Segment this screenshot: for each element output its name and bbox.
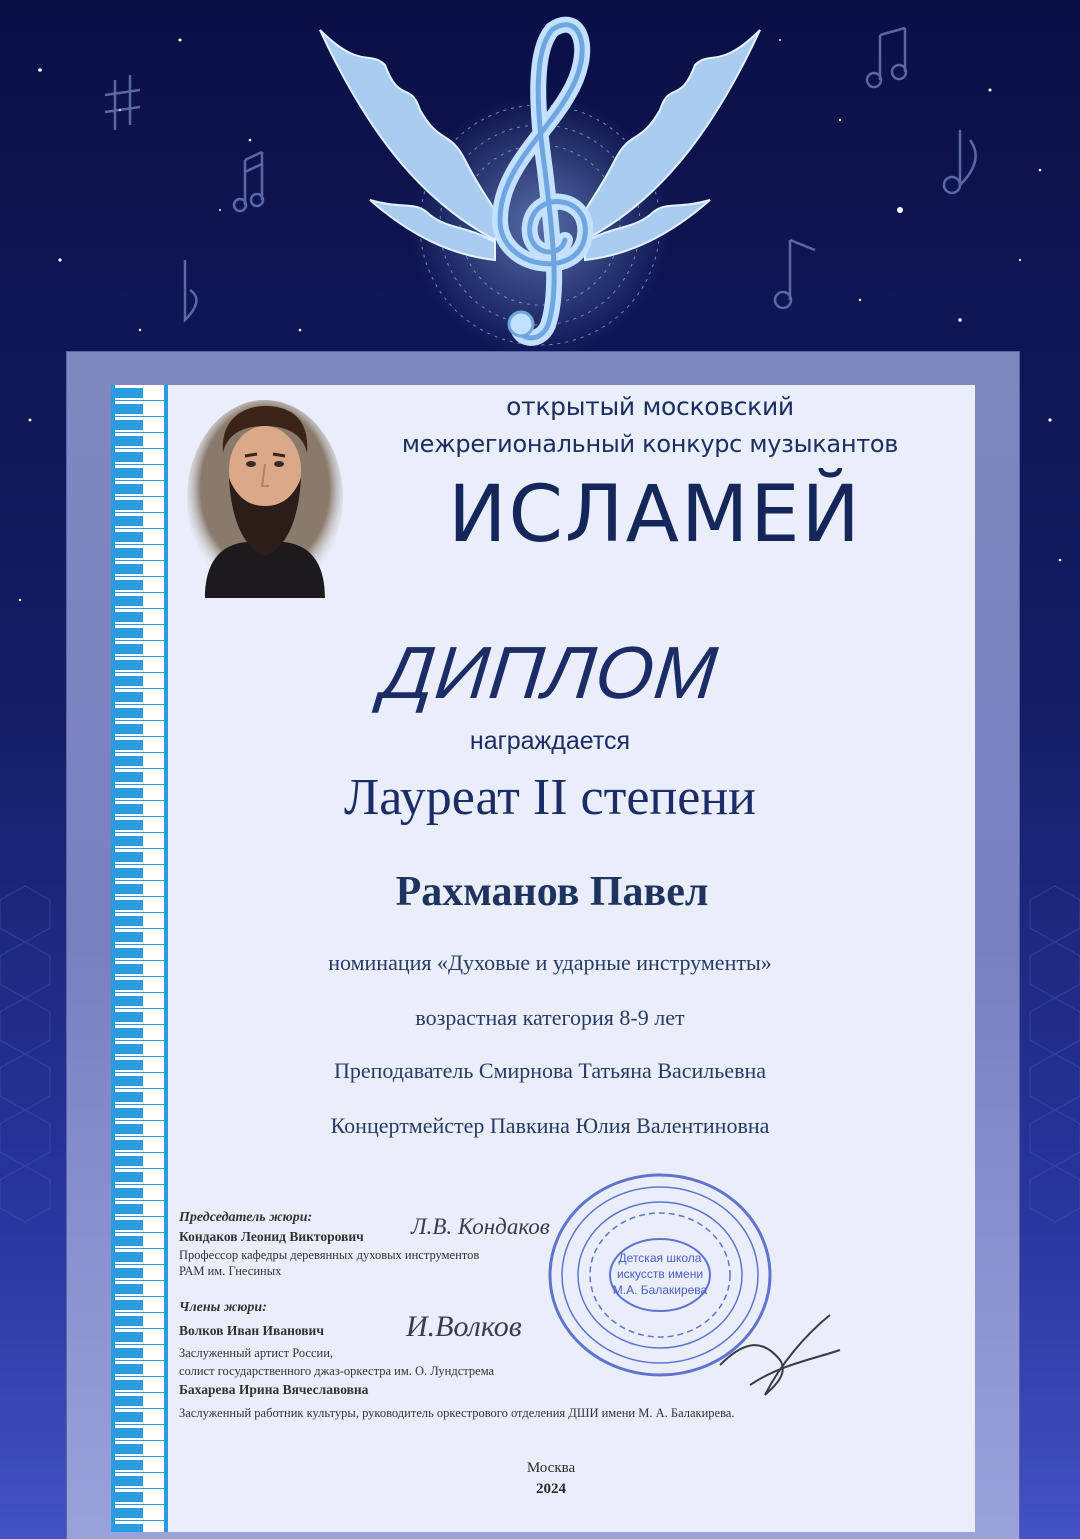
member1-signature — [400, 1300, 560, 1350]
winner-name: Рахманов Павел — [395, 869, 709, 915]
jury-chair-heading: Председатель жюри: — [179, 1210, 313, 1225]
winged-treble-clef-icon — [290, 10, 790, 355]
age-category: возрастная категория 8-9 лет — [415, 1005, 685, 1030]
stamp-center-line-1: Детская школа — [618, 1251, 702, 1265]
piano-keys-decoration — [111, 385, 168, 1532]
organization-line-1: открытый московский — [506, 392, 794, 421]
year: 2024 — [536, 1481, 566, 1497]
prize-title: Лауреат II степени — [344, 769, 756, 826]
jury-chair-title-2: РАМ им. Гнесиных — [179, 1264, 282, 1278]
jury-member1-title-2: солист государственного джаз-оркестра им. О. Лундстрема — [179, 1364, 495, 1378]
organization-line-2: межрегиональный конкурс музыкантов — [401, 430, 899, 458]
member1-signature-text: И.Волков — [406, 1310, 522, 1343]
jury-member2-name: Бахарева Ирина Вячеславовна — [179, 1382, 369, 1397]
jury-member1-name: Волков Иван Иванович — [179, 1323, 324, 1338]
diploma-title: ДИПЛОМ — [378, 631, 722, 714]
accompanist: Концертмейстер Павкина Юлия Валентиновна — [330, 1113, 770, 1138]
awarded-label: награждается — [469, 727, 631, 755]
chair-signature — [405, 1200, 580, 1250]
teacher: Преподаватель Смирнова Татьяна Васильевна — [333, 1058, 766, 1083]
jury-chair-name: Кондаков Леонид Викторович — [179, 1229, 364, 1244]
composer-portrait — [185, 398, 345, 598]
contest-name: ИСЛАМЕЙ — [448, 470, 862, 560]
stamp-center-line-2: искусств имени — [616, 1267, 704, 1281]
city: Москва — [526, 1460, 576, 1476]
jury-members-heading: Члены жюри: — [179, 1300, 267, 1315]
jury-member2-title: Заслуженный работник культуры, руководитель оркестрового отделения ДШИ имени М. А. Балакирева. — [179, 1406, 735, 1420]
jury-chair-title-1: Профессор кафедры деревянных духовых инструментов — [179, 1248, 480, 1262]
nomination: номинация «Духовые и ударные инструменты» — [328, 950, 772, 975]
chair-signature-text: Л.В. Кондаков — [411, 1214, 550, 1239]
stamp-center-line-3: М.А. Балакирева — [612, 1283, 708, 1297]
member2-signature — [710, 1305, 845, 1400]
jury-member1-title-1: Заслуженный артист России, — [179, 1346, 334, 1360]
